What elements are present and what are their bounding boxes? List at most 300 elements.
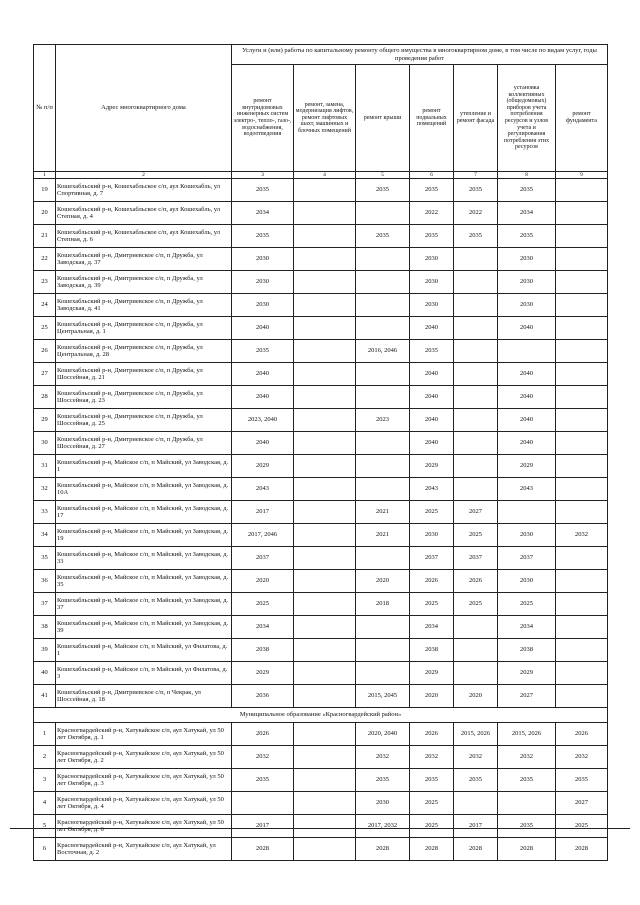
value-cell	[556, 662, 608, 685]
value-cell: 2028	[410, 838, 454, 861]
value-cell: 2030	[232, 271, 294, 294]
table-row	[34, 409, 608, 432]
value-cell: 2035	[232, 769, 294, 792]
value-cell	[556, 248, 608, 271]
value-cell: 2037	[454, 547, 498, 570]
value-cell: 2035	[410, 769, 454, 792]
value-cell: 2030	[356, 792, 410, 815]
index-cell: 6	[410, 172, 454, 179]
value-cell	[232, 792, 294, 815]
table-row	[34, 478, 608, 501]
value-cell	[556, 639, 608, 662]
header-col-5: ремонт крыши	[356, 65, 410, 172]
table-row	[34, 838, 608, 861]
value-cell: 2025	[410, 501, 454, 524]
value-cell: 2029	[498, 455, 556, 478]
value-cell: 2035	[454, 225, 498, 248]
value-cell: 2030	[410, 524, 454, 547]
value-cell: 2021	[356, 524, 410, 547]
value-cell: 2026	[454, 570, 498, 593]
table-row	[34, 723, 608, 746]
address-cell: Кошехабльский р-н, Кошехабльское с/п, аул Кошехабль, ул Спортивная, д. 7	[56, 179, 232, 202]
row-number: 1	[34, 723, 56, 746]
value-cell: 2040	[498, 432, 556, 455]
value-cell: 2036	[232, 685, 294, 708]
value-cell: 2043	[498, 478, 556, 501]
value-cell: 2035	[498, 225, 556, 248]
value-cell: 2038	[498, 639, 556, 662]
value-cell	[356, 294, 410, 317]
value-cell	[294, 455, 356, 478]
value-cell: 2038	[410, 639, 454, 662]
table-row	[34, 685, 608, 708]
value-cell: 2027	[498, 685, 556, 708]
address-cell: Кошехабльский р-н, Дмитриевское с/п, п Дружба, ул Шоссейная, д. 23	[56, 386, 232, 409]
value-cell: 2040	[498, 363, 556, 386]
row-number: 2	[34, 746, 56, 769]
value-cell	[556, 202, 608, 225]
row-number: 27	[34, 363, 56, 386]
value-cell: 2025	[410, 593, 454, 616]
value-cell	[454, 639, 498, 662]
value-cell	[556, 593, 608, 616]
value-cell	[556, 478, 608, 501]
address-cell: Кошехабльский р-н, Кошехабльское с/п, аул Кошехабль, ул Степная, д. 6	[56, 225, 232, 248]
value-cell: 2035	[454, 179, 498, 202]
table-row	[34, 639, 608, 662]
row-number: 36	[34, 570, 56, 593]
table-row	[34, 248, 608, 271]
value-cell	[294, 432, 356, 455]
value-cell: 2025	[410, 792, 454, 815]
value-cell: 2038	[232, 639, 294, 662]
value-cell: 2025	[556, 815, 608, 838]
row-number: 40	[34, 662, 56, 685]
value-cell	[454, 616, 498, 639]
value-cell	[294, 363, 356, 386]
value-cell	[294, 815, 356, 838]
value-cell: 2034	[232, 616, 294, 639]
value-cell	[356, 202, 410, 225]
value-cell: 2026	[410, 570, 454, 593]
address-cell: Кошехабльский р-н, Майское с/п, п Майский, ул Заводская, д. 37	[56, 593, 232, 616]
value-cell: 2037	[232, 547, 294, 570]
value-cell: 2035	[232, 225, 294, 248]
value-cell: 2034	[498, 202, 556, 225]
row-number: 5	[34, 815, 56, 838]
value-cell	[294, 746, 356, 769]
table-row	[34, 271, 608, 294]
address-cell: Кошехабльский р-н, Майское с/п, п Майский, ул Заводская, д. 1	[56, 455, 232, 478]
value-cell	[454, 248, 498, 271]
value-cell: 2023	[356, 409, 410, 432]
value-cell	[294, 340, 356, 363]
value-cell: 2017, 2046	[232, 524, 294, 547]
value-cell: 2035	[410, 225, 454, 248]
value-cell	[556, 685, 608, 708]
row-number: 38	[34, 616, 56, 639]
value-cell: 2030	[498, 570, 556, 593]
value-cell: 2034	[410, 616, 454, 639]
value-cell	[294, 409, 356, 432]
value-cell	[356, 639, 410, 662]
value-cell: 2040	[232, 386, 294, 409]
value-cell	[294, 792, 356, 815]
header-col-3: ремонт внутридомовых инженерных систем электро-, тепло-, газо-, водоснабжения, водоотведения	[232, 65, 294, 172]
value-cell	[294, 225, 356, 248]
value-cell	[356, 455, 410, 478]
address-cell: Кошехабльский р-н, Дмитриевское с/п, п Дружба, ул Шоссейная, д. 21	[56, 363, 232, 386]
header-col-8: установка коллективных (общедомовых) приборов учета потребления ресурсов и узлов учета и регулирования потребления этих ресурсов	[498, 65, 556, 172]
value-cell: 2040	[498, 386, 556, 409]
value-cell: 2025	[454, 524, 498, 547]
value-cell: 2020, 2040	[356, 723, 410, 746]
value-cell	[454, 478, 498, 501]
row-number: 33	[34, 501, 56, 524]
value-cell	[294, 547, 356, 570]
address-cell: Кошехабльский р-н, Дмитриевское с/п, п Дружба, ул Шоссейная, д. 25	[56, 409, 232, 432]
row-number: 34	[34, 524, 56, 547]
address-cell: Кошехабльский р-н, Майское с/п, п Майский, ул Филатова, д. 1	[56, 639, 232, 662]
header-col-9: ремонт фундамента	[556, 65, 608, 172]
value-cell	[454, 409, 498, 432]
table-row	[34, 524, 608, 547]
address-cell: Кошехабльский р-н, Дмитриевское с/п, п Дружба, ул Центральная, д. 28	[56, 340, 232, 363]
value-cell	[498, 501, 556, 524]
value-cell: 2040	[232, 317, 294, 340]
value-cell: 2035	[356, 225, 410, 248]
value-cell	[556, 409, 608, 432]
row-number: 28	[34, 386, 56, 409]
value-cell	[498, 792, 556, 815]
value-cell	[356, 363, 410, 386]
value-cell: 2028	[556, 838, 608, 861]
table-row	[34, 662, 608, 685]
row-number: 31	[34, 455, 56, 478]
value-cell: 2030	[232, 294, 294, 317]
value-cell	[556, 547, 608, 570]
value-cell	[556, 386, 608, 409]
value-cell	[294, 769, 356, 792]
value-cell	[454, 662, 498, 685]
value-cell: 2030	[498, 294, 556, 317]
value-cell	[356, 616, 410, 639]
address-cell: Красногвардейский р-н, Хатукайское с/п, аул Хатукай, ул 50 лет Октября, д. 6	[56, 815, 232, 838]
address-cell: Кошехабльский р-н, Кошехабльское с/п, аул Кошехабль, ул Степная, д. 4	[56, 202, 232, 225]
row-number: 23	[34, 271, 56, 294]
table-row	[34, 363, 608, 386]
value-cell	[294, 639, 356, 662]
value-cell: 2032	[410, 746, 454, 769]
value-cell: 2043	[232, 478, 294, 501]
table-row	[34, 501, 608, 524]
row-number: 35	[34, 547, 56, 570]
value-cell	[294, 202, 356, 225]
value-cell	[498, 340, 556, 363]
value-cell	[454, 294, 498, 317]
value-cell: 2040	[410, 363, 454, 386]
value-cell: 2040	[410, 432, 454, 455]
header-col-7: утепление и ремонт фасада	[454, 65, 498, 172]
table-body-krasnogvardeisky	[34, 723, 608, 861]
value-cell	[556, 455, 608, 478]
value-cell	[556, 225, 608, 248]
value-cell: 2032	[556, 524, 608, 547]
address-cell: Кошехабльский р-н, Майское с/п, п Майский, ул Заводская, д. 35	[56, 570, 232, 593]
value-cell: 2034	[232, 202, 294, 225]
address-cell: Кошехабльский р-н, Дмитриевское с/п, п Дружба, ул Заводская, д. 39	[56, 271, 232, 294]
value-cell: 2029	[498, 662, 556, 685]
value-cell: 2025	[498, 593, 556, 616]
table-row	[34, 179, 608, 202]
value-cell: 2043	[410, 478, 454, 501]
value-cell: 2030	[410, 248, 454, 271]
index-cell: 9	[556, 172, 608, 179]
table-row	[34, 225, 608, 248]
address-cell: Кошехабльский р-н, Дмитриевское с/п, п Чекрак, ул Шоссейная, д. 18	[56, 685, 232, 708]
value-cell	[356, 248, 410, 271]
value-cell	[454, 317, 498, 340]
value-cell	[294, 501, 356, 524]
address-cell: Кошехабльский р-н, Дмитриевское с/п, п Дружба, ул Заводская, д. 37	[56, 248, 232, 271]
value-cell: 2028	[454, 838, 498, 861]
value-cell	[294, 616, 356, 639]
value-cell	[454, 363, 498, 386]
value-cell	[454, 455, 498, 478]
value-cell	[556, 340, 608, 363]
row-number: 25	[34, 317, 56, 340]
table-row	[34, 202, 608, 225]
row-number: 4	[34, 792, 56, 815]
value-cell: 2035	[410, 179, 454, 202]
value-cell: 2015, 2045	[356, 685, 410, 708]
address-cell: Кошехабльский р-н, Майское с/п, п Майский, ул Заводская, д. 33	[56, 547, 232, 570]
table-row	[34, 746, 608, 769]
value-cell: 2035	[356, 179, 410, 202]
value-cell: 2032	[454, 746, 498, 769]
row-number: 26	[34, 340, 56, 363]
value-cell: 2037	[498, 547, 556, 570]
value-cell: 2017, 2032	[356, 815, 410, 838]
value-cell: 2017	[232, 501, 294, 524]
value-cell	[294, 478, 356, 501]
page-cut-line	[10, 828, 630, 829]
value-cell	[294, 294, 356, 317]
value-cell: 2040	[498, 317, 556, 340]
table-row	[34, 815, 608, 838]
address-cell: Кошехабльский р-н, Майское с/п, п Майский, ул Филатова, д. 3	[56, 662, 232, 685]
value-cell	[294, 662, 356, 685]
value-cell	[556, 294, 608, 317]
value-cell: 2029	[232, 455, 294, 478]
table-row	[34, 294, 608, 317]
row-number: 32	[34, 478, 56, 501]
value-cell	[294, 248, 356, 271]
table-row	[34, 792, 608, 815]
address-cell: Кошехабльский р-н, Дмитриевское с/п, п Дружба, ул Центральная, д. 1	[56, 317, 232, 340]
value-cell	[294, 524, 356, 547]
value-cell: 2035	[356, 769, 410, 792]
value-cell	[454, 432, 498, 455]
row-number: 19	[34, 179, 56, 202]
value-cell	[556, 363, 608, 386]
value-cell: 2018	[356, 593, 410, 616]
value-cell	[454, 271, 498, 294]
value-cell: 2028	[232, 838, 294, 861]
value-cell: 2040	[232, 363, 294, 386]
value-cell: 2028	[498, 838, 556, 861]
value-cell: 2032	[356, 746, 410, 769]
value-cell	[356, 478, 410, 501]
row-number: 30	[34, 432, 56, 455]
value-cell: 2020	[232, 570, 294, 593]
value-cell: 2015, 2026	[498, 723, 556, 746]
value-cell	[294, 317, 356, 340]
municipality-title: Муниципальное образование «Красногвардейский район»	[34, 708, 608, 723]
index-cell: 7	[454, 172, 498, 179]
value-cell	[454, 386, 498, 409]
value-cell: 2034	[498, 616, 556, 639]
index-cell: 4	[294, 172, 356, 179]
value-cell	[454, 340, 498, 363]
value-cell: 2035	[410, 340, 454, 363]
value-cell: 2027	[556, 792, 608, 815]
value-cell	[356, 547, 410, 570]
address-cell: Кошехабльский р-н, Майское с/п, п Майский, ул Заводская, д. 17	[56, 501, 232, 524]
address-cell: Кошехабльский р-н, Майское с/п, п Майский, ул Заводская, д. 10А	[56, 478, 232, 501]
value-cell: 2021	[356, 501, 410, 524]
header-services: Услуги и (или) работы по капитальному ремонту общего имущества в многоквартирном доме, в том числе по видам услуг, годы проведения работ	[232, 45, 608, 65]
value-cell: 2026	[232, 723, 294, 746]
row-number: 41	[34, 685, 56, 708]
table-row	[34, 386, 608, 409]
value-cell: 2022	[410, 202, 454, 225]
value-cell	[356, 317, 410, 340]
row-number: 20	[34, 202, 56, 225]
value-cell	[294, 271, 356, 294]
table-row	[34, 455, 608, 478]
value-cell: 2023, 2040	[232, 409, 294, 432]
value-cell: 2030	[498, 271, 556, 294]
row-number: 6	[34, 838, 56, 861]
index-cell: 5	[356, 172, 410, 179]
table-row	[34, 593, 608, 616]
row-number: 37	[34, 593, 56, 616]
table-row	[34, 317, 608, 340]
index-cell: 1	[34, 172, 56, 179]
value-cell: 2032	[498, 746, 556, 769]
address-cell: Кошехабльский р-н, Дмитриевское с/п, п Дружба, ул Заводская, д. 41	[56, 294, 232, 317]
value-cell: 2037	[410, 547, 454, 570]
value-cell: 2017	[454, 815, 498, 838]
value-cell: 2035	[498, 179, 556, 202]
value-cell: 2032	[556, 746, 608, 769]
table-row	[34, 570, 608, 593]
value-cell	[556, 501, 608, 524]
value-cell: 2035	[454, 769, 498, 792]
value-cell: 2020	[454, 685, 498, 708]
value-cell	[556, 179, 608, 202]
address-cell: Красногвардейский р-н, Хатукайское с/п, аул Хатукай, ул 50 лет Октября, д. 4	[56, 792, 232, 815]
value-cell: 2029	[232, 662, 294, 685]
table-row	[34, 769, 608, 792]
value-cell: 2027	[454, 501, 498, 524]
value-cell	[356, 432, 410, 455]
value-cell: 2030	[410, 271, 454, 294]
value-cell	[294, 179, 356, 202]
address-cell: Красногвардейский р-н, Хатукайское с/п, аул Хатукай, ул 50 лет Октября, д. 3	[56, 769, 232, 792]
value-cell	[356, 271, 410, 294]
value-cell: 2040	[498, 409, 556, 432]
address-cell: Красногвардейский р-н, Хатукайское с/п, аул Хатукай, ул Восточная, д. 2	[56, 838, 232, 861]
value-cell	[294, 685, 356, 708]
value-cell	[556, 616, 608, 639]
value-cell: 2032	[232, 746, 294, 769]
address-cell: Красногвардейский р-н, Хатукайское с/п, аул Хатукай, ул 50 лет Октября, д. 2	[56, 746, 232, 769]
value-cell: 2030	[498, 524, 556, 547]
header-col-4: ремонт, замена, модернизация лифтов, ремонт лифтовых шахт, машинных и блочных помещений	[294, 65, 356, 172]
value-cell	[294, 593, 356, 616]
value-cell: 2035	[232, 340, 294, 363]
index-cell: 8	[498, 172, 556, 179]
value-cell: 2029	[410, 662, 454, 685]
value-cell: 2040	[410, 317, 454, 340]
address-cell: Кошехабльский р-н, Майское с/п, п Майский, ул Заводская, д. 19	[56, 524, 232, 547]
value-cell	[454, 792, 498, 815]
value-cell: 2022	[454, 202, 498, 225]
value-cell: 2040	[410, 386, 454, 409]
value-cell: 2040	[410, 409, 454, 432]
value-cell	[556, 317, 608, 340]
row-number: 39	[34, 639, 56, 662]
row-number: 29	[34, 409, 56, 432]
table-row	[34, 432, 608, 455]
address-cell: Кошехабльский р-н, Дмитриевское с/п, п Дружба, ул Шоссейная, д. 27	[56, 432, 232, 455]
value-cell: 2035	[232, 179, 294, 202]
value-cell: 2035	[556, 769, 608, 792]
value-cell	[356, 662, 410, 685]
row-number: 3	[34, 769, 56, 792]
value-cell	[294, 838, 356, 861]
row-number: 22	[34, 248, 56, 271]
value-cell: 2040	[232, 432, 294, 455]
capital-repair-table	[33, 44, 608, 861]
table-row	[34, 340, 608, 363]
value-cell: 2015, 2026	[454, 723, 498, 746]
value-cell: 2028	[356, 838, 410, 861]
value-cell	[556, 570, 608, 593]
value-cell: 2035	[498, 815, 556, 838]
value-cell: 2030	[498, 248, 556, 271]
municipality-section	[34, 708, 608, 723]
value-cell: 2025	[454, 593, 498, 616]
table-row	[34, 616, 608, 639]
index-cell: 2	[56, 172, 232, 179]
table-body-koshekhabl	[34, 179, 608, 708]
value-cell: 2026	[556, 723, 608, 746]
value-cell: 2025	[410, 815, 454, 838]
value-cell	[294, 570, 356, 593]
value-cell: 2025	[232, 593, 294, 616]
index-cell: 3	[232, 172, 294, 179]
value-cell	[294, 386, 356, 409]
value-cell	[556, 271, 608, 294]
value-cell	[356, 386, 410, 409]
header-num: № п/п	[34, 45, 56, 172]
value-cell: 2026	[410, 723, 454, 746]
value-cell: 2020	[356, 570, 410, 593]
header-col-6: ремонт подвальных помещений	[410, 65, 454, 172]
